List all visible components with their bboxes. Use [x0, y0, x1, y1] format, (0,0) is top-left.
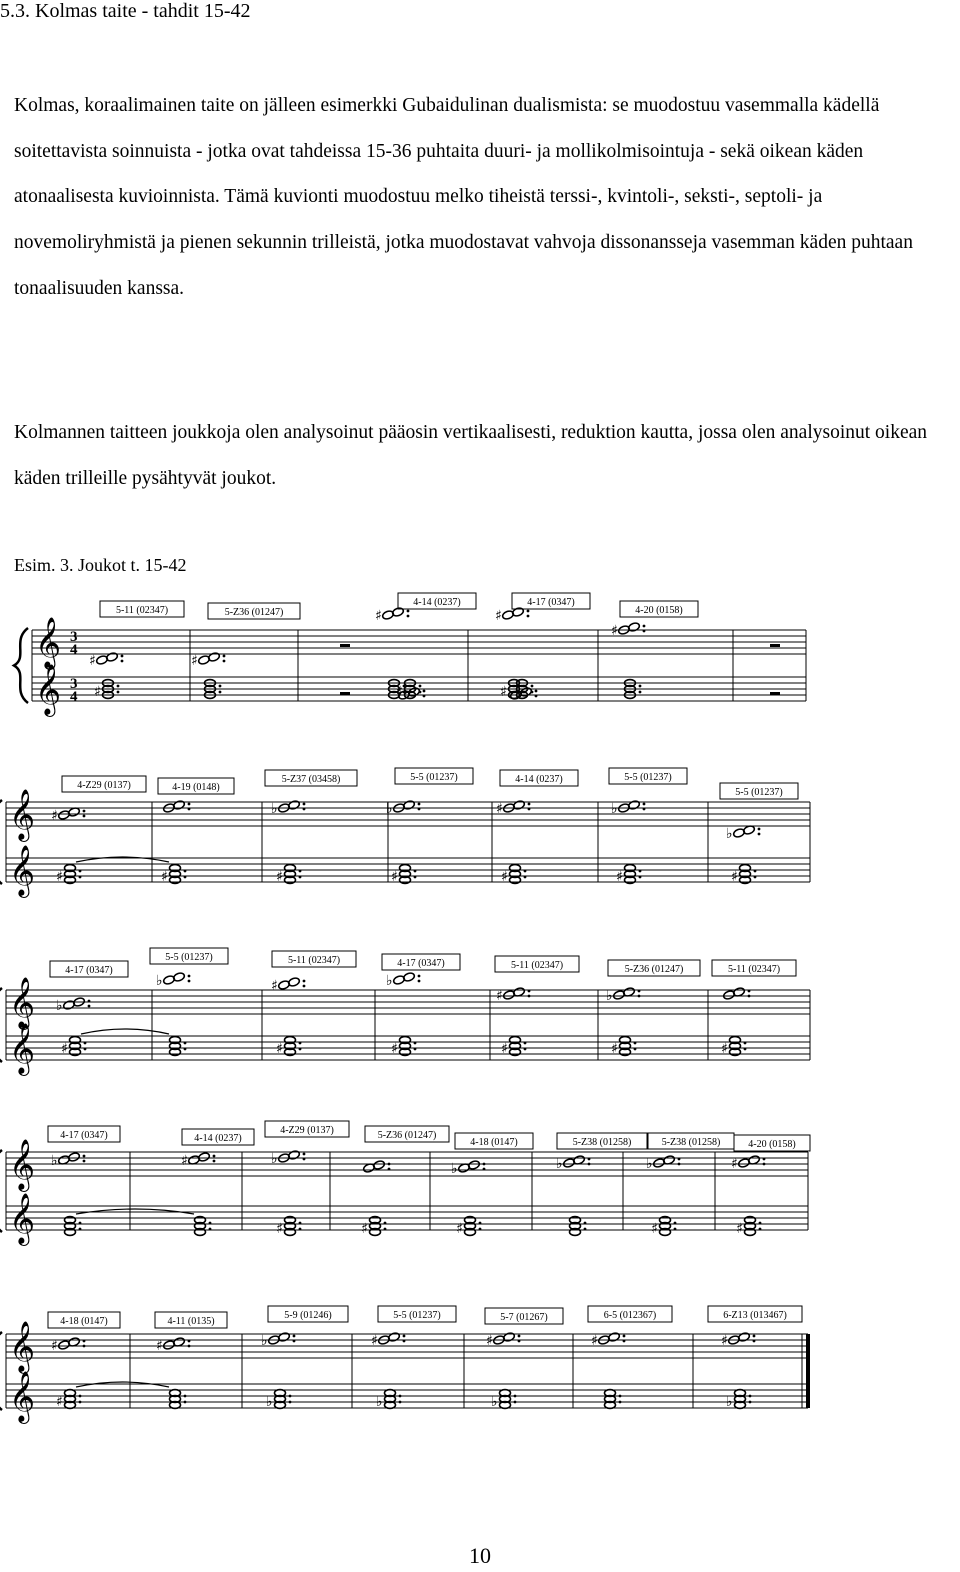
brace: [14, 628, 28, 703]
augmentation-dot: [414, 1042, 417, 1045]
note-head: [468, 1160, 481, 1171]
paragraph-1: Kolmas, koraalimainen taite on jälleen esimerkki Gubaidulinan dualismista: se muodostuu vasemmalla kädellä soitettavista soinnuista - jotka ovat tahdeissa 15-36 puhtaita duuri- ja mollikolmisointuja - sekä oikean käden atonaalisesta kuvioinnista. Tämä kuvionti muodostuu melko tiheistä terssi-, kvintoli-, seksti-, septoli- ja novemoliryhmistä ja pienen sekunnin trilleistä, jotka muodostavat vahvoja dissonansseja vasemman käden puhtaan tonaalisuuden kanssa.: [14, 95, 913, 299]
augmentation-dot: [184, 1401, 187, 1404]
note-head: [373, 1160, 386, 1171]
augmentation-dot: [289, 1401, 292, 1404]
augmentation-dot: [219, 685, 222, 688]
flat-icon: ♭: [611, 801, 618, 817]
sharp-icon: ♯: [501, 869, 508, 885]
flat-icon: ♭: [726, 826, 733, 842]
augmentation-dot: [623, 1340, 626, 1343]
sharp-icon: ♯: [501, 1041, 508, 1057]
augmentation-dot: [643, 630, 646, 633]
sharp-icon: ♯: [371, 1333, 378, 1349]
sharp-icon: ♯: [391, 869, 398, 885]
augmentation-dot: [763, 1163, 766, 1166]
score-system-5: [0, 1300, 960, 1440]
augmentation-dot: [535, 690, 538, 693]
augmentation-dot: [303, 808, 306, 811]
note-head: [198, 1152, 211, 1163]
augmentation-dot: [403, 1340, 406, 1343]
augmentation-dot: [623, 1335, 626, 1338]
augmentation-dot: [527, 610, 530, 613]
augmentation-dot: [299, 1222, 302, 1225]
augmentation-dot: [419, 685, 422, 688]
augmentation-dot: [518, 1335, 521, 1338]
sharp-icon: ♯: [271, 978, 278, 994]
augmentation-dot: [531, 691, 534, 694]
augmentation-dot: [293, 1340, 296, 1343]
augmentation-dot: [79, 876, 82, 879]
sharp-icon: ♯: [276, 1041, 283, 1057]
set-label: 4-17 (0347): [65, 965, 113, 976]
augmentation-dot: [584, 1222, 587, 1225]
augmentation-dot: [83, 1160, 86, 1163]
augmentation-dot: [634, 1042, 637, 1045]
augmentation-dot: [83, 1155, 86, 1158]
note-head: [278, 1332, 291, 1343]
augmentation-dot: [483, 1168, 486, 1171]
augmentation-dot: [303, 1158, 306, 1161]
page-number: 10: [469, 1543, 491, 1568]
treble-clef: 𝄞: [9, 977, 36, 1028]
augmentation-dot: [388, 1163, 391, 1166]
augmentation-dot: [479, 1228, 482, 1231]
augmentation-dot: [88, 1005, 91, 1008]
augmentation-dot: [758, 833, 761, 836]
augmentation-dot: [299, 1048, 302, 1051]
augmentation-dot: [79, 1395, 82, 1398]
sharp-icon: ♯: [391, 1041, 398, 1057]
score-system-2: [0, 765, 960, 915]
augmentation-dot: [514, 1395, 517, 1398]
augmentation-dot: [419, 691, 422, 694]
set-label: 5-Z38 (01258): [572, 1137, 632, 1148]
set-label: 4-20 (0158): [635, 605, 683, 616]
set-label: 4-19 (0148): [172, 782, 220, 793]
augmentation-dot: [514, 1401, 517, 1404]
sharp-icon: ♯: [500, 684, 507, 700]
augmentation-dot: [584, 1228, 587, 1231]
note-head: [628, 800, 641, 811]
augmentation-dot: [184, 876, 187, 879]
treble-clef: 𝄞: [35, 664, 62, 715]
brace: [0, 988, 2, 1062]
augmentation-dot: [84, 1048, 87, 1051]
section-heading: 5.3. Kolmas taite - tahdit 15-42: [0, 0, 251, 22]
note-head: [503, 1332, 516, 1343]
note-head: [738, 1332, 751, 1343]
brace: [0, 1332, 2, 1410]
set-label: 5-5 (01237): [410, 772, 458, 783]
set-label: 4-11 (0135): [167, 1316, 215, 1327]
augmentation-dot: [759, 1222, 762, 1225]
augmentation-dot: [184, 1042, 187, 1045]
flat-icon: ♭: [56, 998, 63, 1014]
paragraph-2: Kolmannen taitteen joukkoja olen analysoinut pääosin vertikaalisesti, reduktion kautta, jossa olen analysoinut oikean käden trilleille pysähtyvät joukot.: [14, 422, 928, 489]
augmentation-dot: [79, 1401, 82, 1404]
sharp-icon: ♯: [396, 684, 403, 700]
augmentation-dot: [588, 1158, 591, 1161]
flat-icon: ♭: [271, 801, 278, 817]
augmentation-dot: [414, 876, 417, 879]
augmentation-dot: [754, 876, 757, 879]
augmentation-dot: [524, 1042, 527, 1045]
augmentation-dot: [388, 1168, 391, 1171]
treble-clef: 𝄞: [9, 1193, 36, 1244]
set-label: 6-Z13 (013467): [723, 1310, 787, 1321]
flat-icon: ♭: [606, 988, 613, 1004]
augmentation-dot: [418, 808, 421, 811]
augmentation-dot: [674, 1228, 677, 1231]
augmentation-dot: [749, 1401, 752, 1404]
augmentation-dot: [634, 1048, 637, 1051]
augmentation-dot: [117, 691, 120, 694]
augmentation-dot: [188, 808, 191, 811]
set-label: 4-17 (0347): [60, 1130, 108, 1141]
augmentation-dot: [299, 876, 302, 879]
treble-clef: 𝄞: [35, 617, 62, 668]
augmentation-dot: [414, 1048, 417, 1051]
augmentation-dot: [528, 803, 531, 806]
augmentation-dot: [418, 975, 421, 978]
augmentation-dot: [407, 610, 410, 613]
time-signature-denominator: 4: [70, 642, 78, 658]
augmentation-dot: [79, 870, 82, 873]
augmentation-dot: [209, 1228, 212, 1231]
augmentation-dot: [299, 1228, 302, 1231]
augmentation-dot: [83, 1345, 86, 1348]
augmentation-dot: [744, 1042, 747, 1045]
example-caption: Esim. 3. Joukot t. 15-42: [14, 555, 187, 575]
note-head: [608, 1332, 621, 1343]
flat-icon: ♭: [491, 1394, 498, 1410]
half-rest: [770, 692, 780, 695]
note-head: [173, 800, 186, 811]
treble-clef: 𝄞: [9, 789, 36, 840]
note-head: [388, 1332, 401, 1343]
flat-icon: ♭: [386, 801, 393, 817]
note-head: [288, 977, 301, 988]
augmentation-dot: [638, 990, 641, 993]
sharp-icon: ♯: [89, 653, 96, 669]
set-label: 5-11 (02347): [115, 605, 169, 616]
augmentation-dot: [418, 803, 421, 806]
note-head: [208, 652, 221, 663]
augmentation-dot: [639, 870, 642, 873]
augmentation-dot: [414, 870, 417, 873]
augmentation-dot: [638, 995, 641, 998]
augmentation-dot: [483, 1163, 486, 1166]
augmentation-dot: [223, 655, 226, 658]
set-label: 5-11 (02347): [510, 960, 564, 971]
set-label: 5-Z36 (01247): [224, 607, 284, 618]
augmentation-dot: [403, 1335, 406, 1338]
half-rest: [340, 644, 350, 647]
sharp-icon: ♯: [616, 869, 623, 885]
augmentation-dot: [184, 870, 187, 873]
flat-icon: ♭: [556, 1156, 563, 1172]
set-label: 6-5 (012367): [603, 1310, 657, 1321]
set-label: 5-Z38 (01258): [661, 1137, 721, 1148]
sharp-icon: ♯: [591, 1333, 598, 1349]
treble-clef: 𝄞: [9, 845, 36, 896]
augmentation-dot: [758, 828, 761, 831]
note-head: [68, 1152, 81, 1163]
augmentation-dot: [209, 1222, 212, 1225]
augmentation-dot: [303, 980, 306, 983]
augmentation-dot: [528, 995, 531, 998]
augmentation-dot: [407, 615, 410, 618]
note-head: [403, 972, 416, 983]
augmentation-dot: [219, 691, 222, 694]
set-label: 5-Z37 (03458): [281, 774, 341, 785]
set-label: 5-11 (02347): [287, 955, 341, 966]
augmentation-dot: [748, 990, 751, 993]
sharp-icon: ♯: [276, 869, 283, 885]
sharp-icon: ♯: [721, 1333, 728, 1349]
augmentation-dot: [528, 990, 531, 993]
flat-icon: ♭: [386, 973, 393, 989]
sharp-icon: ♯: [191, 653, 198, 669]
augmentation-dot: [289, 1395, 292, 1398]
sharp-icon: ♯: [495, 608, 502, 624]
augmentation-dot: [213, 1160, 216, 1163]
augmentation-dot: [121, 655, 124, 658]
augmentation-dot: [643, 808, 646, 811]
sharp-icon: ♯: [94, 684, 101, 700]
augmentation-dot: [121, 660, 124, 663]
augmentation-dot: [518, 1340, 521, 1343]
note-head: [288, 1150, 301, 1161]
set-label: 5-5 (01237): [165, 952, 213, 963]
augmentation-dot: [643, 803, 646, 806]
augmentation-dot: [528, 808, 531, 811]
flat-icon: ♭: [376, 1394, 383, 1410]
augmentation-dot: [299, 1042, 302, 1045]
set-label: 4-17 (0347): [397, 958, 445, 969]
augmentation-dot: [678, 1163, 681, 1166]
augmentation-dot: [303, 985, 306, 988]
set-label: 4-20 (0158): [748, 1139, 796, 1150]
set-label: 4-18 (0147): [60, 1316, 108, 1327]
brace: [0, 800, 2, 884]
sharp-icon: ♯: [496, 801, 503, 817]
note-head: [392, 607, 405, 618]
augmentation-dot: [763, 1158, 766, 1161]
sharp-icon: ♯: [56, 869, 63, 885]
sharp-icon: ♯: [161, 869, 168, 885]
augmentation-dot: [678, 1158, 681, 1161]
augmentation-dot: [423, 695, 426, 698]
augmentation-dot: [639, 685, 642, 688]
set-label: 4-18 (0147): [470, 1137, 518, 1148]
augmentation-dot: [749, 1395, 752, 1398]
time-signature-numerator: 3: [70, 676, 78, 692]
augmentation-dot: [83, 1340, 86, 1343]
set-label: 4-14 (0237): [413, 597, 461, 608]
augmentation-dot: [674, 1222, 677, 1225]
augmentation-dot: [213, 1155, 216, 1158]
augmentation-dot: [744, 1048, 747, 1051]
flat-icon: ♭: [646, 1156, 653, 1172]
sharp-icon: ♯: [611, 1041, 618, 1057]
augmentation-dot: [619, 1401, 622, 1404]
half-rest: [770, 644, 780, 647]
brace: [0, 1150, 2, 1232]
tie: [81, 1029, 169, 1034]
augmentation-dot: [223, 660, 226, 663]
augmentation-dot: [479, 1222, 482, 1225]
augmentation-dot: [79, 1228, 82, 1231]
sharp-icon: ♯: [651, 1221, 658, 1237]
set-label: 5-Z36 (01247): [624, 964, 684, 975]
augmentation-dot: [639, 876, 642, 879]
sharp-icon: ♯: [496, 988, 503, 1004]
sharp-icon: ♯: [361, 1221, 368, 1237]
sharp-icon: ♯: [721, 1041, 728, 1057]
augmentation-dot: [754, 870, 757, 873]
augmentation-dot: [535, 695, 538, 698]
sharp-icon: ♯: [611, 623, 618, 639]
augmentation-dot: [299, 870, 302, 873]
time-signature-denominator: 4: [70, 689, 78, 705]
augmentation-dot: [639, 691, 642, 694]
augmentation-dot: [188, 1340, 191, 1343]
sharp-icon: ♯: [731, 869, 738, 885]
sharp-icon: ♯: [276, 1221, 283, 1237]
augmentation-dot: [524, 870, 527, 873]
sharp-icon: ♯: [181, 1153, 188, 1169]
set-label: 4-17 (0347): [527, 597, 575, 608]
set-label: 5-5 (01237): [624, 772, 672, 783]
set-label: 5-11 (02347): [727, 964, 781, 975]
sharp-icon: ♯: [156, 1338, 163, 1354]
flat-icon: ♭: [271, 1151, 278, 1167]
sharp-icon: ♯: [736, 1221, 743, 1237]
sharp-icon: ♯: [731, 1156, 738, 1172]
augmentation-dot: [524, 876, 527, 879]
sharp-icon: ♯: [61, 1041, 68, 1057]
augmentation-dot: [84, 1042, 87, 1045]
treble-clef: 𝄞: [9, 1321, 36, 1372]
sharp-icon: ♯: [375, 608, 382, 624]
augmentation-dot: [293, 1335, 296, 1338]
set-label: 5-9 (01246): [284, 1310, 332, 1321]
set-label: 4-Z29 (0137): [77, 780, 131, 791]
note-head: [628, 622, 641, 633]
augmentation-dot: [399, 1401, 402, 1404]
augmentation-dot: [83, 815, 86, 818]
treble-clef: 𝄞: [9, 1371, 36, 1422]
score-system-4: [0, 1120, 960, 1255]
augmentation-dot: [83, 810, 86, 813]
augmentation-dot: [524, 1048, 527, 1051]
half-rest: [340, 692, 350, 695]
flat-icon: ♭: [51, 1153, 58, 1169]
set-label: 5-Z36 (01247): [377, 1130, 437, 1141]
sharp-icon: ♯: [456, 1221, 463, 1237]
sharp-icon: ♯: [51, 808, 58, 824]
note-head: [403, 800, 416, 811]
augmentation-dot: [423, 690, 426, 693]
augmentation-dot: [384, 1228, 387, 1231]
note-head: [173, 972, 186, 983]
note-head: [513, 800, 526, 811]
augmentation-dot: [527, 615, 530, 618]
augmentation-dot: [188, 803, 191, 806]
augmentation-dot: [188, 975, 191, 978]
note-head: [106, 652, 119, 663]
augmentation-dot: [753, 1340, 756, 1343]
augmentation-dot: [79, 1222, 82, 1225]
augmentation-dot: [117, 685, 120, 688]
augmentation-dot: [531, 685, 534, 688]
sharp-icon: ♯: [486, 1333, 493, 1349]
score-system-3: [0, 945, 960, 1080]
flat-icon: ♭: [261, 1333, 268, 1349]
flat-icon: ♭: [726, 1394, 733, 1410]
augmentation-dot: [303, 1153, 306, 1156]
augmentation-dot: [753, 1335, 756, 1338]
augmentation-dot: [384, 1222, 387, 1225]
flat-icon: ♭: [266, 1394, 273, 1410]
sharp-icon: ♯: [51, 1338, 58, 1354]
treble-clef: 𝄞: [9, 1023, 36, 1074]
augmentation-dot: [303, 803, 306, 806]
augmentation-dot: [619, 1395, 622, 1398]
augmentation-dot: [188, 980, 191, 983]
augmentation-dot: [88, 1000, 91, 1003]
note-head: [288, 800, 301, 811]
flat-icon: ♭: [156, 973, 163, 989]
augmentation-dot: [588, 1163, 591, 1166]
augmentation-dot: [418, 980, 421, 983]
augmentation-dot: [643, 625, 646, 628]
augmentation-dot: [188, 1345, 191, 1348]
augmentation-dot: [399, 1395, 402, 1398]
treble-clef: 𝄞: [9, 1139, 36, 1190]
set-label: 4-14 (0237): [515, 774, 563, 785]
augmentation-dot: [748, 995, 751, 998]
augmentation-dot: [184, 1048, 187, 1051]
score-system-1: [0, 590, 960, 725]
time-signature-numerator: 3: [70, 629, 78, 645]
set-label: 4-Z29 (0137): [280, 1125, 334, 1136]
set-label: 5-7 (01267): [500, 1312, 548, 1323]
set-label: 4-14 (0237): [194, 1133, 242, 1144]
augmentation-dot: [184, 1395, 187, 1398]
set-label: 5-5 (01237): [735, 787, 783, 798]
set-label: 5-5 (01237): [393, 1310, 441, 1321]
augmentation-dot: [759, 1228, 762, 1231]
sharp-icon: ♯: [56, 1394, 63, 1410]
flat-icon: ♭: [451, 1161, 458, 1177]
